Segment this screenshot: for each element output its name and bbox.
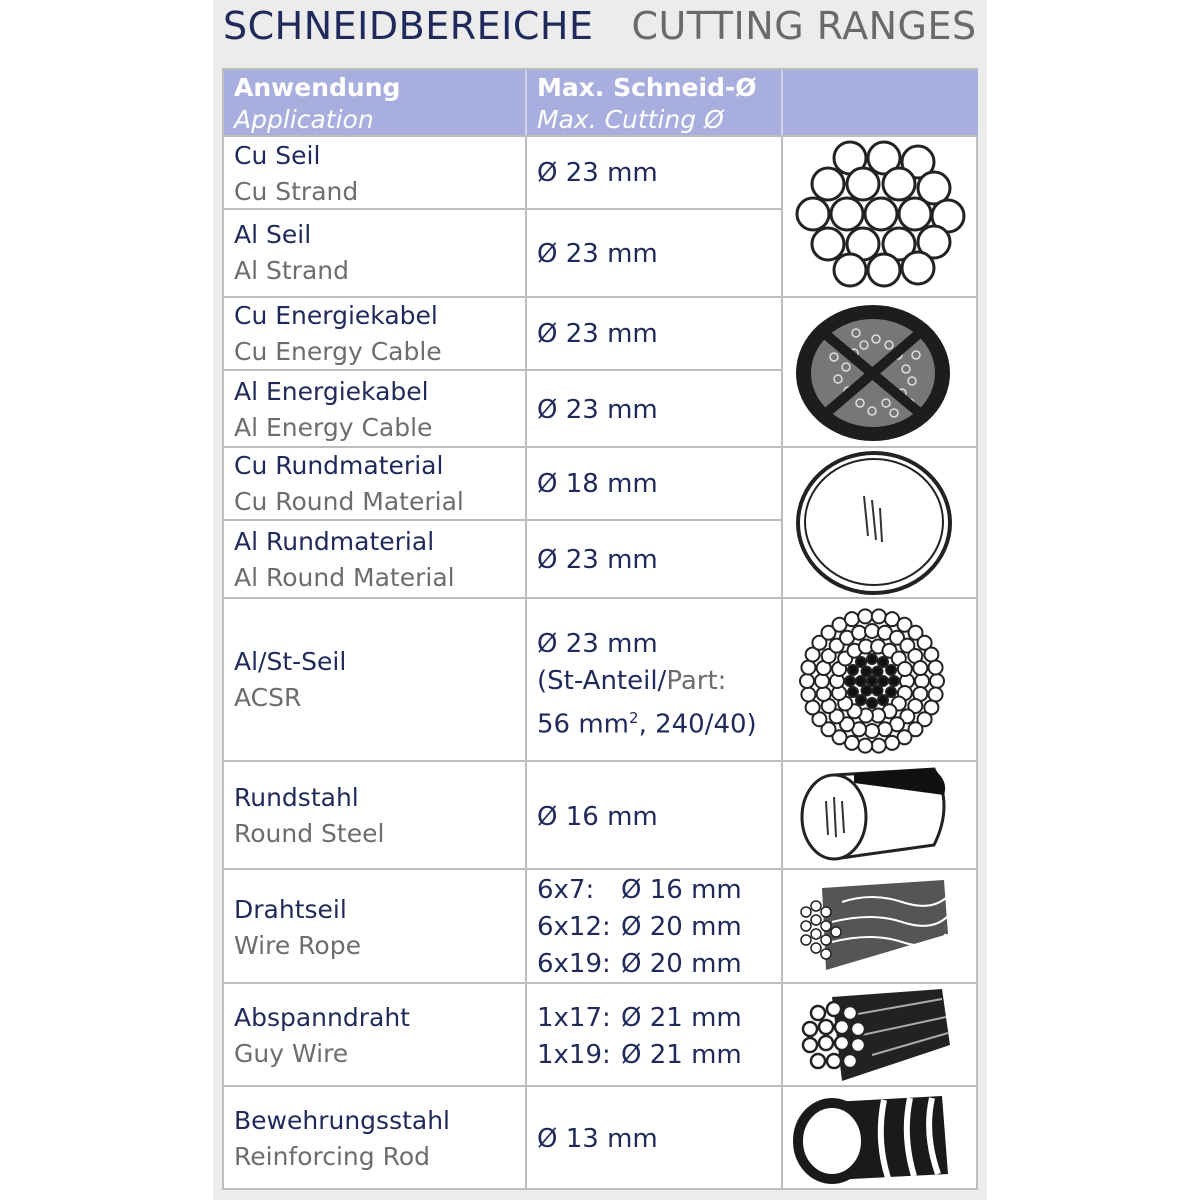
wire-rope-icon: [792, 872, 954, 980]
application-en: Cu Energy Cable: [234, 337, 442, 366]
cutting-value: Ø 23 mm: [537, 239, 658, 269]
row-divider: [224, 597, 978, 599]
cutting-line: [537, 1000, 742, 1037]
strand-type: 1x19:: [537, 1040, 611, 1070]
table-row-application: [234, 780, 384, 852]
guy-wire-icon: [792, 985, 954, 1085]
acsr-note-part: Part:: [666, 666, 727, 696]
table-row-application: [234, 138, 358, 210]
application-en: Cu Round Material: [234, 487, 464, 516]
strand-type: 1x17:: [537, 1003, 611, 1033]
cutting-value: Ø 13 mm: [537, 1124, 658, 1154]
application-en: Al Energy Cable: [234, 413, 433, 442]
title-german: SCHNEIDBEREICHE: [223, 4, 594, 48]
application-en: ACSR: [234, 683, 302, 712]
cutting-line: [537, 872, 742, 909]
table-header: [224, 70, 978, 135]
table-row-application: [234, 448, 464, 520]
cutting-value: Ø 23 mm: [537, 629, 658, 659]
cutting-value: Ø 20 mm: [621, 949, 742, 979]
header-cutting-en: Max. Cutting Ø: [537, 105, 724, 134]
strand-type: 6x12:: [537, 912, 611, 942]
table-row-application: [234, 892, 361, 964]
cutting-value: Ø 16 mm: [537, 802, 658, 832]
row-divider: [224, 1085, 978, 1087]
application-de: Cu Energiekabel: [234, 301, 438, 330]
cutting-value: Ø 23 mm: [537, 395, 658, 425]
application-de: Cu Rundmaterial: [234, 451, 444, 480]
cutting-line: [537, 1037, 742, 1074]
header-application-de: Anwendung: [234, 73, 401, 102]
strand-type: 6x19:: [537, 949, 611, 979]
cutting-value: Ø 23 mm: [537, 319, 658, 349]
cutting-ranges-table: [222, 68, 978, 1190]
acsr-note-tail: , 240/40): [638, 709, 757, 740]
application-en: Wire Rope: [234, 931, 361, 960]
acsr-note-area: 56 mm: [537, 709, 630, 740]
application-en: Guy Wire: [234, 1039, 349, 1068]
acsr-cross-section-icon: [794, 602, 954, 760]
cutting-line: [537, 946, 742, 983]
strand-cross-section-icon: [791, 138, 971, 293]
round-material-icon: [794, 448, 954, 596]
acsr-note-sup: 2: [629, 709, 639, 727]
header-application: [234, 72, 400, 136]
application-en: Reinforcing Rod: [234, 1142, 431, 1171]
cutting-line: [537, 909, 742, 946]
cutting-value: Ø 20 mm: [621, 912, 742, 942]
row-divider: [224, 868, 978, 870]
row-divider: [224, 760, 978, 762]
cutting-value: Ø 16 mm: [621, 875, 742, 905]
application-de: Drahtseil: [234, 895, 347, 924]
header-cutting-de: Max. Schneid-Ø: [537, 73, 757, 102]
application-en: Cu Strand: [234, 177, 359, 206]
application-de: Al Seil: [234, 220, 312, 249]
application-de: Rundstahl: [234, 783, 359, 812]
application-en: Al Round Material: [234, 563, 455, 592]
column-divider: [781, 135, 783, 1190]
application-de: Al/St-Seil: [234, 647, 347, 676]
cutting-value: Ø 23 mm: [537, 545, 658, 575]
table-row-application: [234, 298, 442, 370]
application-de: Al Energiekabel: [234, 377, 429, 406]
application-en: Al Strand: [234, 256, 349, 285]
table-row-application: [234, 374, 432, 446]
cutting-value: Ø 21 mm: [621, 1003, 742, 1033]
title-english: CUTTING RANGES: [631, 4, 977, 48]
cutting-value: Ø 23 mm: [537, 158, 658, 188]
table-row-application: [234, 524, 455, 596]
cutting-value-acsr: [537, 626, 757, 744]
page-title: [223, 4, 977, 48]
acsr-note-open: (St-Anteil/: [537, 666, 667, 696]
cutting-value: Ø 21 mm: [621, 1040, 742, 1070]
row-divider: [224, 135, 978, 137]
application-de: Al Rundmaterial: [234, 527, 435, 556]
application-de: Abspanndraht: [234, 1003, 410, 1032]
cutting-value: Ø 18 mm: [537, 469, 658, 499]
cutting-value-guy-wire: [537, 1000, 742, 1074]
application-de: Cu Seil: [234, 141, 321, 170]
table-row-application: [234, 1000, 410, 1072]
strand-type: 6x7:: [537, 875, 595, 905]
round-steel-icon: [794, 765, 956, 865]
energy-cable-icon: [794, 303, 954, 443]
table-row-application: [234, 217, 349, 289]
acsr-note-line2: [537, 700, 757, 744]
application-en: Round Steel: [234, 819, 385, 848]
reinforcing-rod-icon: [792, 1090, 954, 1188]
table-row-application: [234, 1103, 450, 1175]
acsr-note-line1: [537, 663, 757, 700]
column-divider: [525, 135, 527, 1190]
application-de: Bewehrungsstahl: [234, 1106, 451, 1135]
header-cutting: [537, 72, 757, 136]
table-row-application: [234, 644, 346, 716]
header-application-en: Application: [234, 105, 374, 134]
cutting-value-wire-rope: [537, 872, 742, 983]
